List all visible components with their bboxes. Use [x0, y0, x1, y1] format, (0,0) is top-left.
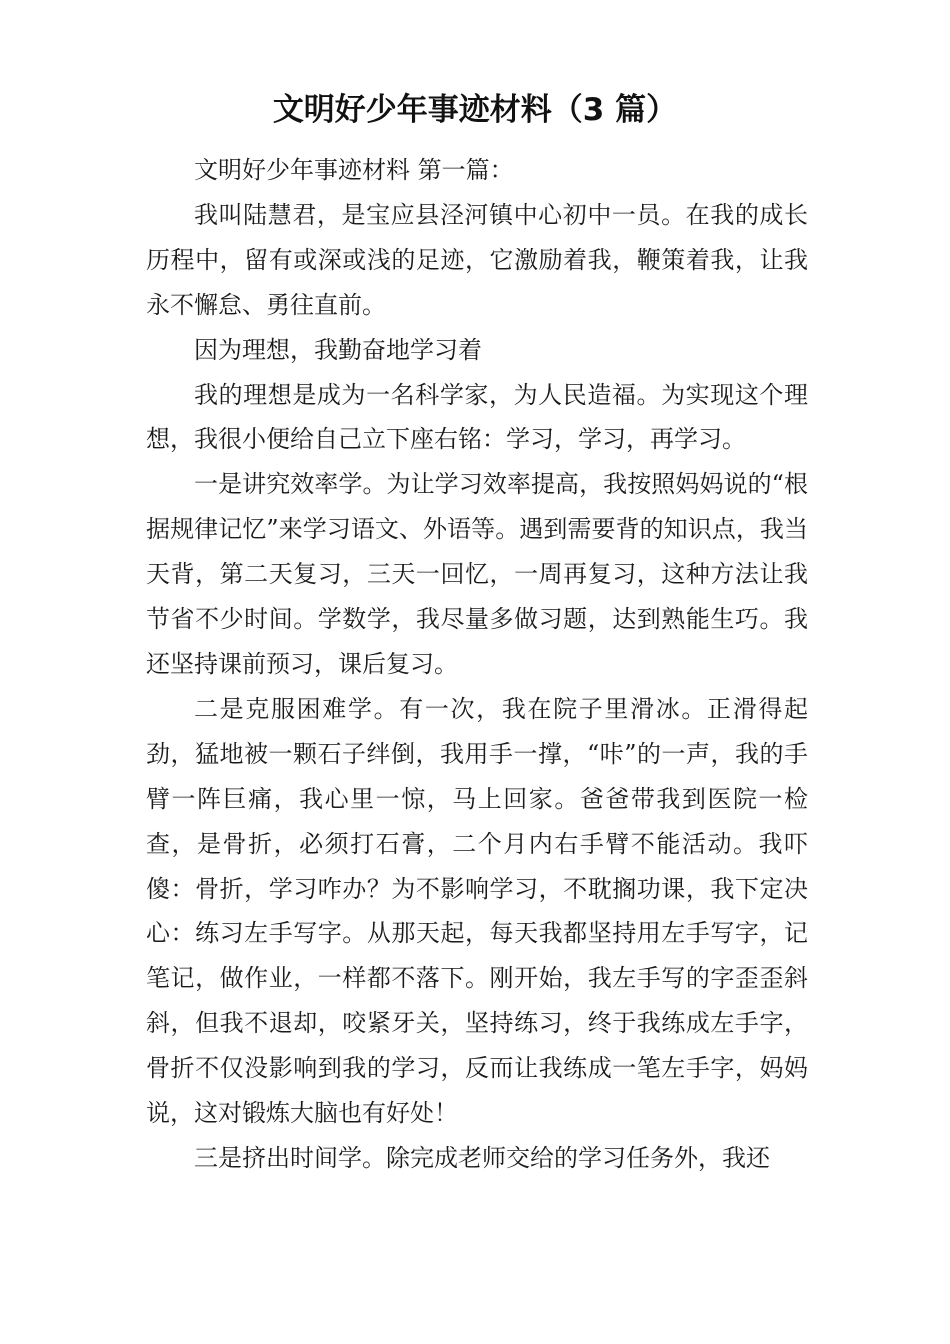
paragraph-introduction: 我叫陆慧君，是宝应县泾河镇中心初中一员。在我的成长历程中，留有或深或浅的足迹，它激励着我，鞭策着我，让我永不懈怠、勇往直前。 — [146, 200, 808, 319]
paragraph-subheading: 因为理想，我勤奋地学习着 — [194, 335, 482, 364]
paragraph-overcome-difficulty: 二是克服困难学。有一次，我在院子里滑冰。正滑得起劲，猛地被一颗石子绊倒，我用手一撑，“咔”的一声，我的手臂一阵巨痛，我心里一惊，马上回家。爸爸带我到医院一检查，是骨折，必须打石膏，二个月内右手臂不能活动。我吓傻：骨折，学习咋办？为不影响学习，不耽搁功课，我下定决心：练习左手写字。从那天起，每天我都坚持用左手写字，记笔记，做作业，一样都不落下。刚开始，我左手写的字歪歪斜斜，但我不退却，咬紧牙关，坚持练习，终于我练成左手字，骨折不仅没影响到我的学习，反而让我练成一笔左手字，妈妈说，这对锻炼大脑也有好处！ — [146, 694, 808, 1128]
document-body — [146, 148, 808, 1181]
paragraph-squeeze-time: 三是挤出时间学。除完成老师交给的学习任务外，我还 — [194, 1143, 770, 1172]
paragraph-section-heading: 文明好少年事迹材料 第一篇： — [194, 156, 514, 184]
paragraph-efficiency: 一是讲究效率学。为让学习效率提高，我按照妈妈说的“根据规律记忆”来学习语文、外语等。遇到需要背的知识点，我当天背，第二天复习，三天一回忆，一周再复习，这种方法让我节省不少时间。学数学，我尽量多做习题，达到熟能生巧。我还坚持课前预习，课后复习。 — [146, 470, 808, 678]
paragraph-ideal: 我的理想是成为一名科学家，为人民造福。为实现这个理想，我很小便给自己立下座右铭：学习，学习，再学习。 — [146, 380, 808, 454]
document-title: 文明好少年事迹材料（3 篇） — [272, 92, 678, 128]
